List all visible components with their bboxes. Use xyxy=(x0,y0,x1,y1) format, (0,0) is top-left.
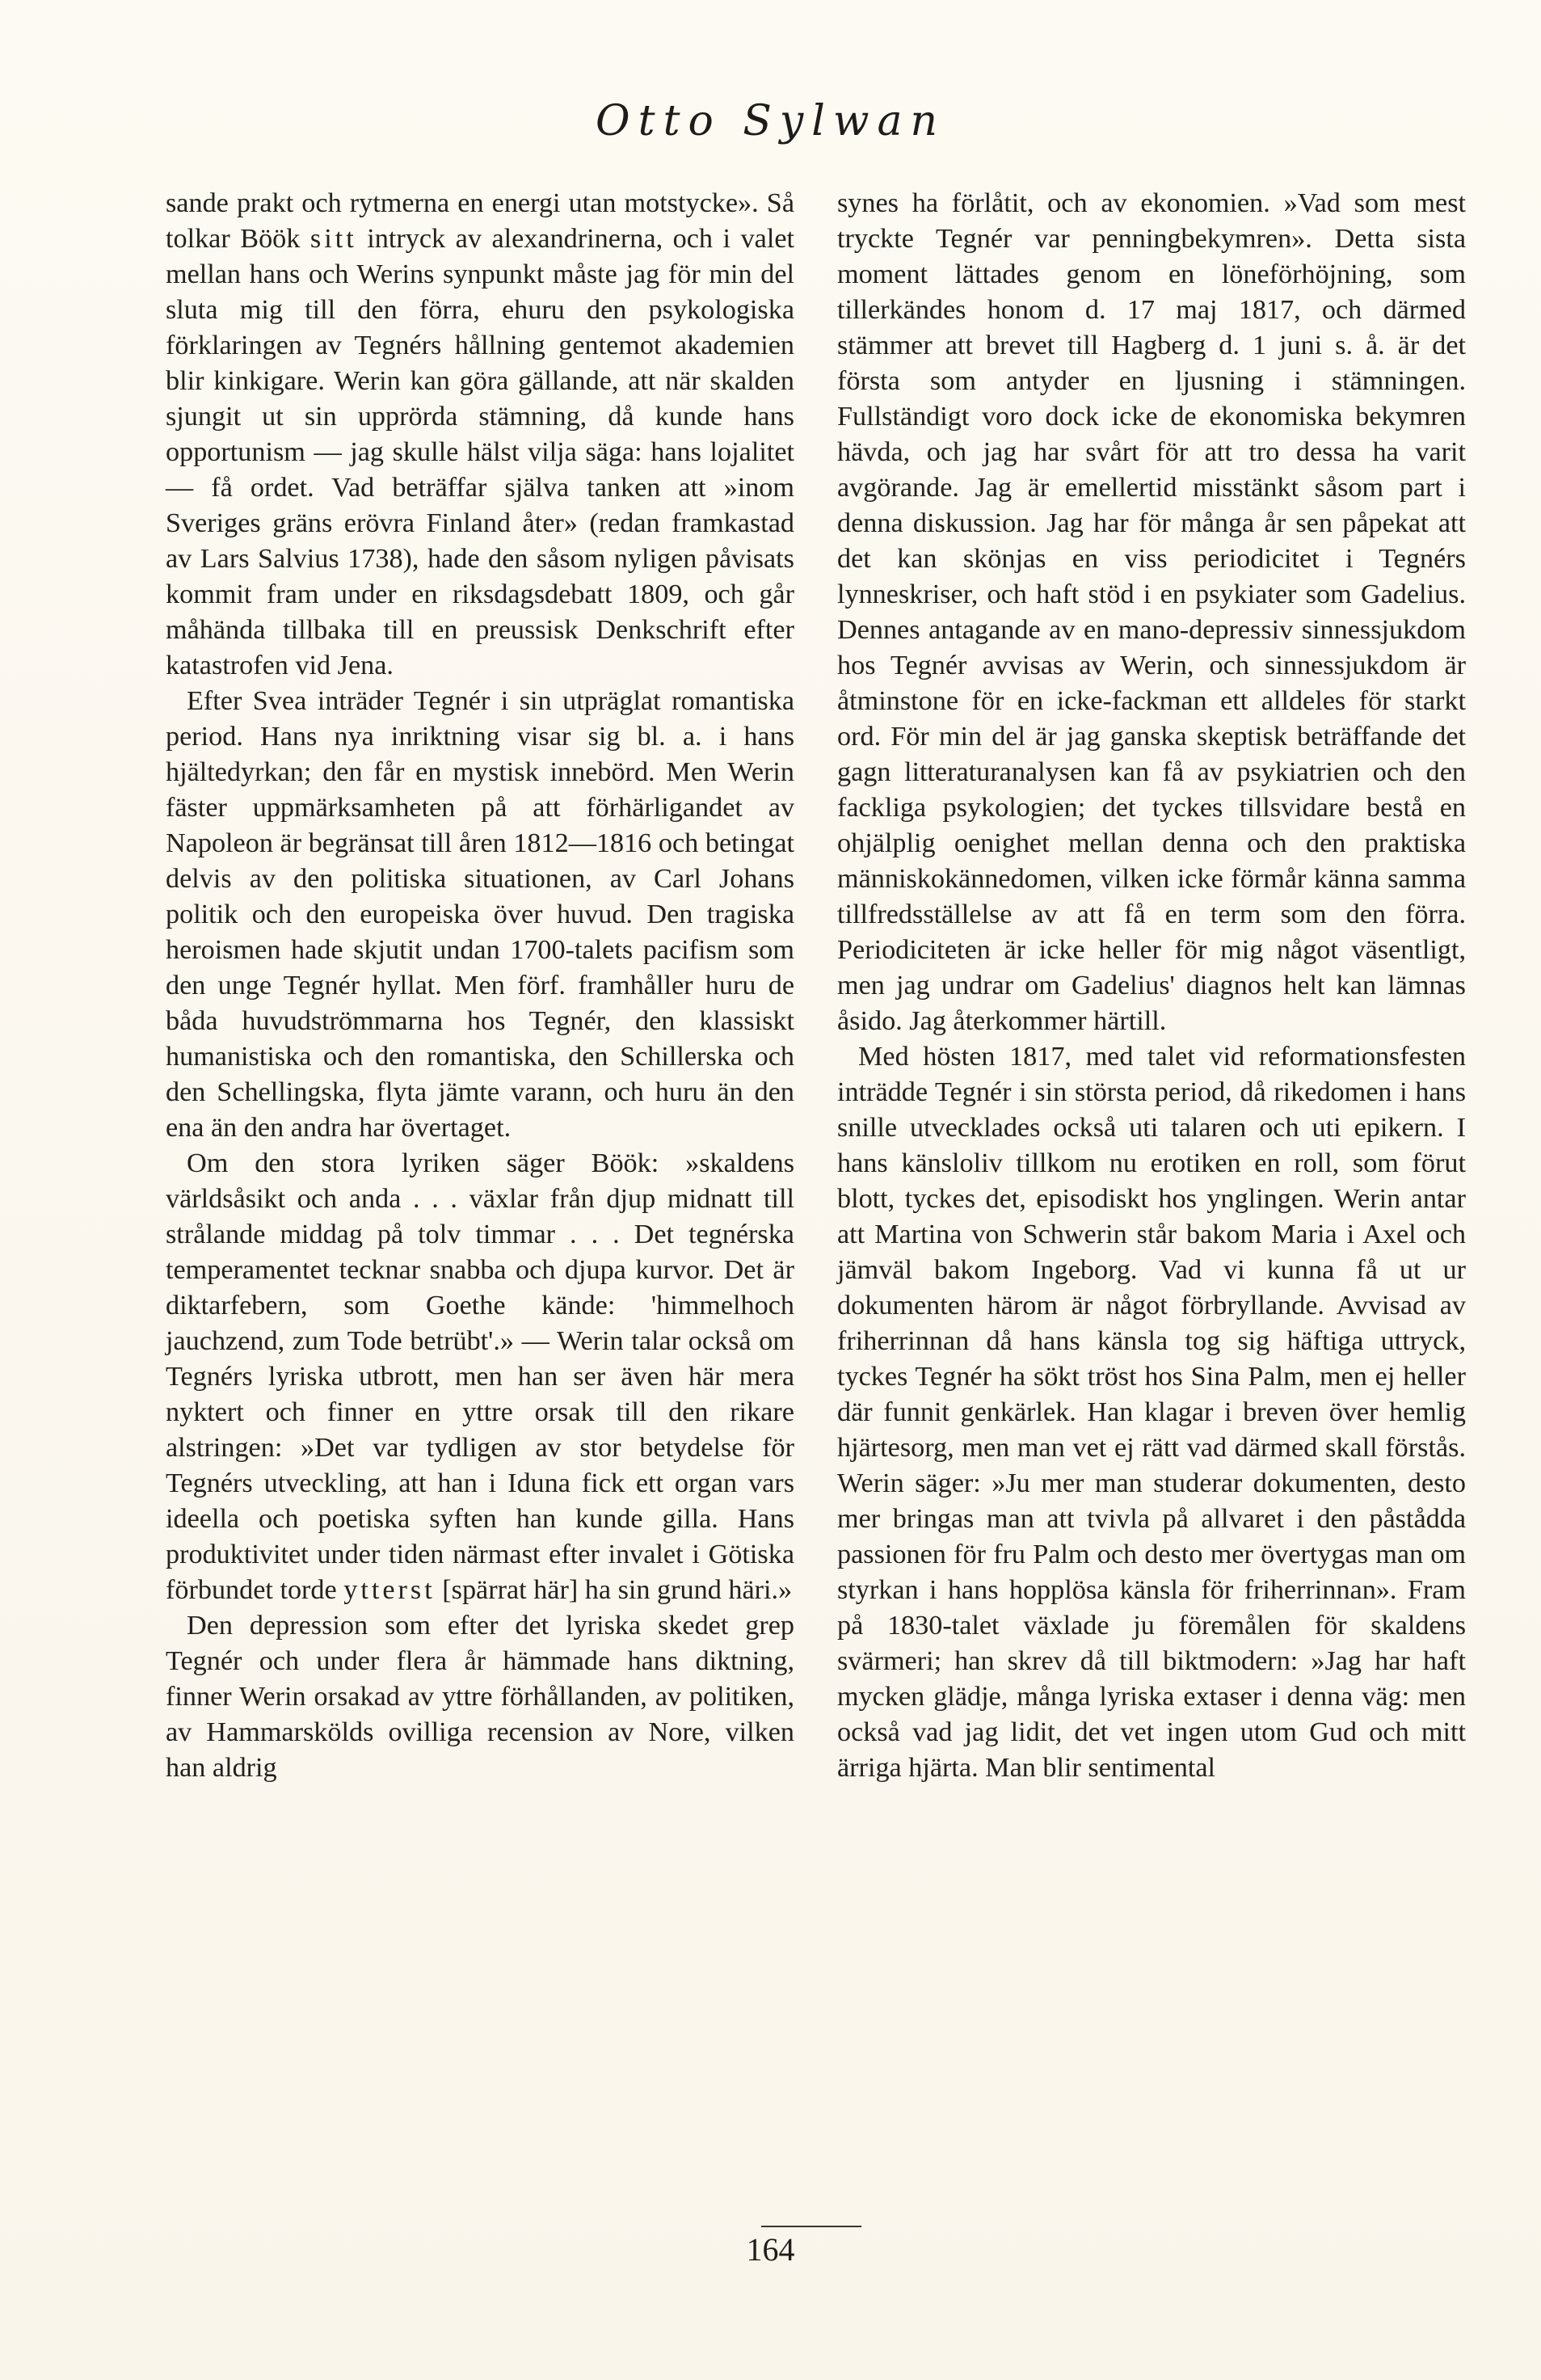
spaced-emphasis: sitt xyxy=(309,224,357,254)
left-column xyxy=(166,186,794,1786)
paragraph xyxy=(166,186,794,684)
text-run: Om den stora lyriken säger Böök: »skaldens världsåsikt och anda . . . växlar från djup midnatt till strålande middag på tolv timmar . . . Det tegnérska temperamentet tecknar snabba och djupa kurvor. Det är diktarfebern, som Goethe kände: 'himmelhoch jauchzend, zum Tode betrübt'.» — Werin talar också om Tegnérs lyriska utbrott, men han ser även här mera nyktert och finner en yttre orsak till den rikare alstringen: »Det var tydligen av stor betydelse för Tegnérs utveckling, att han i Iduna fick ett organ vars ideella och poetiska syften han kunde gilla. Hans produktivitet under tiden närmast efter invalet i Götiska förbundet torde xyxy=(166,1148,794,1605)
paragraph: synes ha förlåtit, och av ekonomien. »Vad som mest tryckte Tegnér var penningbekymren». Detta sista moment lättades genom en löneförhöjning, som tillerkändes honom d. 17 maj 1817, och därmed stämmer att brevet till Hagberg d. 1 juni s. å. är det första som antyder en ljusning i stämningen. Fullständigt voro dock icke de ekonomiska bekymren hävda, och jag har svårt för att tro dessa ha varit avgörande. Jag är emellertid misstänkt såsom part i denna diskussion. Jag har för många år sen påpekat att det kan skönjas en viss periodicitet i Tegnérs lynneskriser, och haft stöd i en psykiater som Gadelius. Dennes antagande av en mano-depressiv sinnessjukdom hos Tegnér avvisas av Werin, och sinnessjukdom är åtminstone för en icke-fackman ett alldeles för starkt ord. För min del är jag ganska skeptisk beträffande det gagn litteraturanalysen kan få av psykiatrien och den fackliga psykologien; det tyckes tillsvidare bestå en ohjälplig oenighet mellan denna och den praktiska människokännedomen, vilken icke förmår känna samma tillfredsställelse av att få en term som den förra. Periodiciteten är icke heller för mig något väsentligt, men jag undrar om Gadelius' diagnos helt kan lämnas åsido. Jag återkommer härtill. xyxy=(837,188,1466,1036)
right-column xyxy=(837,186,1466,1786)
text-run: intryck av alexandrinerna, och i valet mellan hans och Werins synpunkt måste jag för min del sluta mig till den förra, ehuru den psykologiska förklaringen av Tegnérs hållning gentemot akademien blir kinkigare. Werin kan göra gällande, att när skalden sjungit ut sin upprörda stämning, då kunde hans opportunism — jag skulle hälst vilja säga: hans lojalitet — få ordet. Vad beträffar själva tanken att »inom Sveriges gräns erövra Finland åter» (redan framkastad av Lars Salvius 1738), hade den såsom nyligen påvisats kommit fram under en riksdagsdebatt 1809, och går måhända tillbaka till en preussisk Denkschrift efter katastrofen vid Jena. xyxy=(166,224,795,680)
folio-rule xyxy=(761,2226,861,2227)
spaced-emphasis: ytterst xyxy=(343,1575,436,1605)
text-run: [spärrat här] ha sin grund häri.» xyxy=(442,1575,793,1605)
paragraph: Den depression som efter det lyriska skedet grep Tegnér och under flera år hämmade hans diktning, finner Werin orsakad av yttre förhållanden, av politiken, av Hammarskölds ovilliga recension av Nore, vilken han aldrig xyxy=(166,1611,794,1783)
page-number: 164 xyxy=(746,2231,795,2268)
paragraph: Med hösten 1817, med talet vid reformationsfesten inträdde Tegnér i sin största period, då rikedomen i hans snille utvecklades också uti talaren och uti epikern. I hans känsloliv tillkom nu erotiken en roll, som förut blott, tyckes det, episodiskt hos ynglingen. Werin antar att Martina von Schwerin står bakom Maria i Axel och jämväl bakom Ingeborg. Vad vi kunna få ut ur dokumenten härom är något förbryllande. Avvisad av friherrinnan då hans känsla tog sig häftiga uttryck, tyckes Tegnér ha sökt tröst hos Sina Palm, men ej heller där funnit genkärlek. Han klagar i breven över hemlig hjärtesorg, men man vet ej rätt vad därmed skall förstås. Werin säger: »Ju mer man studerar dokumenten, desto mer bringas man att tvivla på allvaret i den påstådda passionen för fru Palm och desto mer övertygas man om styrkan i hans hopplösa känsla för friherrinnan». Fram på 1830-talet växlade ju föremålen för skaldens svärmeri; han skrev då till biktmodern: »Jag har haft mycken glädje, många lyriska extaser i denna väg: men också vad jag lidit, det vet ingen utom Gud och mitt ärriga hjärta. Man blir sentimental xyxy=(837,1042,1466,1783)
paragraph xyxy=(166,1146,794,1608)
text-run: sande prakt och rytmerna en energi utan motstycke». Så tolkar Böök xyxy=(166,188,794,254)
running-head: Otto Sylwan xyxy=(596,97,945,145)
paragraph: Efter Svea inträder Tegnér i sin utpräglat romantiska period. Hans nya inriktning visar sig bl. a. i hans hjältedyrkan; den får en mystisk innebörd. Men Werin fäster uppmärksamheten på att förhärligandet av Napoleon är begränsat till åren 1812—1816 och betingat delvis av den politiska situationen, av Carl Johans politik och den europeiska över huvud. Den tragiska heroismen hade skjutit undan 1700-talets pacifism som den unge Tegnér hyllat. Men förf. framhåller huru de båda huvudströmmarna hos Tegnér, den klassiskt humanistiska och den romantiska, den Schillerska och den Schellingska, flyta jämte varann, och huru än den ena än den andra har övertaget. xyxy=(166,686,794,1143)
